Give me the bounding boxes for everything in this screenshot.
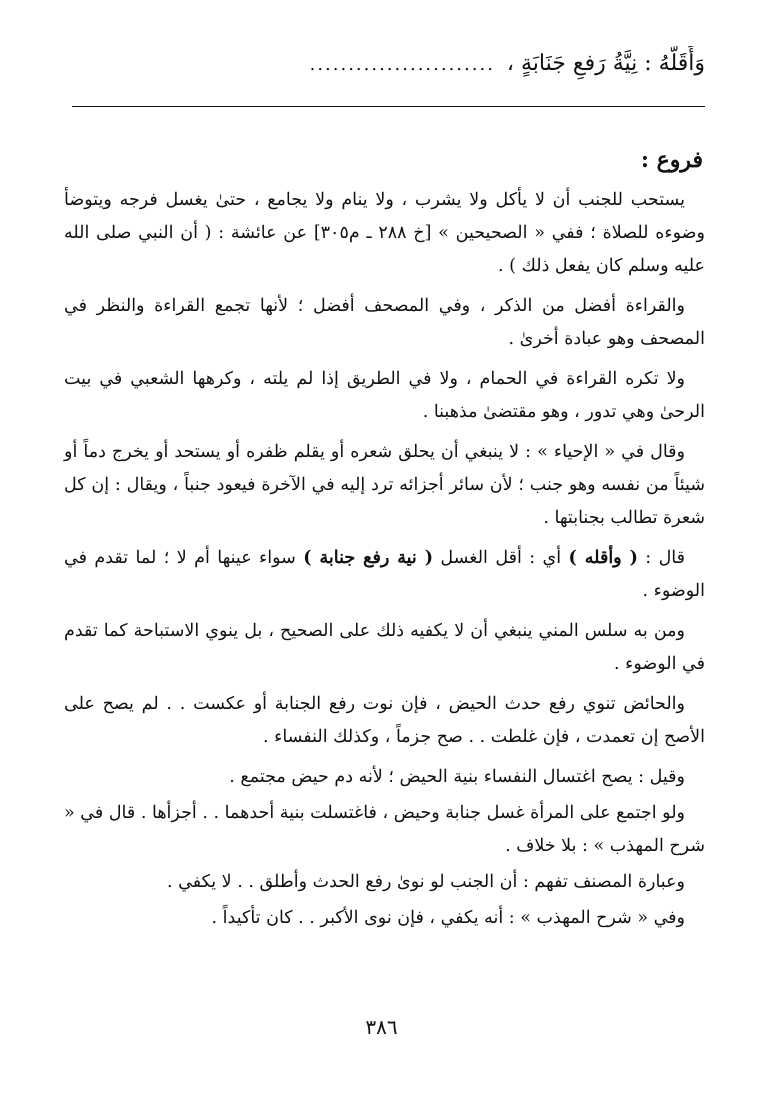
paragraph-4: وقال في « الإحياء » : لا ينبغي أن يحلق شعره أو يقلم ظفره أو يستحد أو يخرج دماً أو شيئاً من نفسه وهو جنب ؛ لأن سائر أجزائه ترد إليه في الآخرة فيعود جنباً ، ويقال : إن كل شعرة تطالب بجنابتها . [64,442,705,528]
paragraph-1: يستحب للجنب أن لا يأكل ولا يشرب ، ولا ينام ولا يجامع ، حتىٰ يغسل فرجه ويتوضأ وضوءه للصلاة ؛ ففي « الصحيحين » [خ ٢٨٨ ـ م٣٠٥] عن عائشة : ( أن النبي صلى الله عليه وسلم كان يفعل ذلك ) . [64,190,705,276]
paragraph-5-intro: قال : [637,548,686,568]
running-header-title: وَأَقَلُّهُ : نِيَّةُ رَفعِ جَنَابَةٍ ، [506,51,705,76]
page-number: ٣٨٦ [365,1015,398,1039]
paragraph-11: وفي « شرح المهذب » : أنه يكفي ، فإن نوى الأكبر . . كان تأكيداً . [211,908,685,928]
matn-quote-niyyah: ( نية رفع جنابة ) [303,548,433,568]
paragraph-8: وقيل : يصح اغتسال النفساء بنية الحيض ؛ لأنه دم حيض مجتمع . [229,767,685,787]
paragraph-9: ولو اجتمع على المرأة غسل جنابة وحيض ، فاغتسلت بنية أحدهما . . أجزأها . قال في « شرح المهذب » : بلا خلاف . [64,803,705,856]
paragraph-10: وعبارة المصنف تفهم : أن الجنب لو نوىٰ رفع الحدث وأطلق . . لا يكفي . [167,872,685,892]
running-header-dots: ........................ [309,54,495,75]
paragraph-5-middle: أي : أقل الغسل [433,548,569,568]
running-header [74,46,705,83]
paragraph-6: ومن به سلس المني ينبغي أن لا يكفيه ذلك على الصحيح ، بل ينوي الاستباحة كما تقدم في الوضوء . [64,621,705,674]
body-text [64,184,705,938]
paragraph-5 [64,542,705,608]
header-divider [72,106,705,107]
paragraph-3: ولا تكره القراءة في الحمام ، ولا في الطريق إذا لم يلته ، وكرهها الشعبي في بيت الرحىٰ وهي تدور ، وهو مقتضىٰ مذهبنا . [64,369,705,422]
matn-quote-aqalluhu: ( وأقله ) [568,548,638,568]
paragraph-5-rest: سواء عينها أم لا ؛ لما تقدم في الوضوء . [64,548,705,601]
section-heading: فروع : [640,147,703,173]
paragraph-2: والقراءة أفضل من الذكر ، وفي المصحف أفضل ؛ لأنها تجمع القراءة والنظر في المصحف وهو عبادة أخرىٰ . [64,296,705,349]
paragraph-7: والحائض تنوي رفع حدث الحيض ، فإن نوت رفع الجنابة أو عكست . . لم يصح على الأصح إن تعمدت ، فإن غلطت . . صح جزماً ، وكذلك النفساء . [64,694,705,747]
